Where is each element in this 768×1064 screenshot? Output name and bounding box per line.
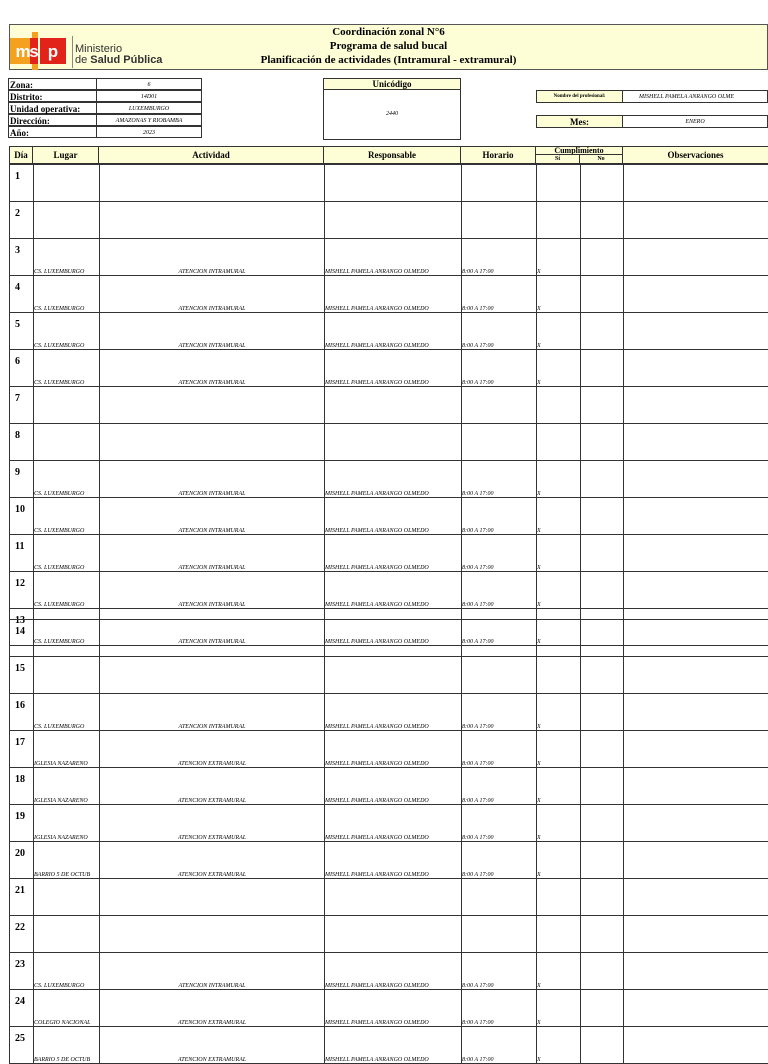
si-cell: X: [537, 609, 581, 646]
distrito-label: Distrito:: [8, 90, 96, 102]
actividad-cell: [100, 424, 325, 461]
observaciones-cell: [624, 731, 768, 768]
observaciones-cell: [624, 842, 768, 879]
table-row: [10, 768, 768, 805]
actividad-cell: ATENCION INTRAMURAL: [100, 498, 325, 535]
col-actividad: Actividad: [98, 146, 324, 164]
actividad-cell: ATENCION INTRAMURAL: [100, 461, 325, 498]
title-zone: Coordinación zonal N°6: [10, 25, 767, 39]
profesional-label: Nombre del profesional:: [536, 90, 623, 103]
observaciones-cell: [624, 805, 768, 842]
observaciones-cell: [624, 953, 768, 990]
si-cell: [537, 387, 581, 424]
horario-cell: [462, 202, 537, 239]
table-row: [10, 498, 768, 535]
no-cell: [581, 350, 624, 387]
day-cell: 7: [10, 387, 34, 424]
lugar-cell: [34, 202, 100, 239]
responsable-cell: [325, 424, 462, 461]
responsable-cell: MISHELL PAMELA ANRANGO OLMEDO: [325, 350, 462, 387]
lugar-cell: IGLESIA NAZARENO: [34, 805, 100, 842]
day-cell: 24: [10, 990, 34, 1027]
lugar-cell: CS. LUXEMBURGO: [34, 239, 100, 276]
day-cell: 5: [10, 313, 34, 350]
horario-cell: 8:00 A 17:00: [462, 731, 537, 768]
lugar-cell: CS. LUXEMBURGO: [34, 276, 100, 313]
observaciones-cell: [624, 657, 768, 694]
observaciones-cell: [624, 572, 768, 609]
no-cell: [581, 990, 624, 1027]
horario-cell: 8:00 A 17:00: [462, 313, 537, 350]
actividad-cell: ATENCION EXTRAMURAL: [100, 731, 325, 768]
no-cell: [581, 572, 624, 609]
responsable-cell: MISHELL PAMELA ANRANGO OLMEDO: [325, 842, 462, 879]
table-row: [10, 657, 768, 694]
observaciones-cell: [624, 350, 768, 387]
actividad-cell: ATENCION INTRAMURAL: [100, 350, 325, 387]
no-cell: [581, 239, 624, 276]
no-cell: [581, 657, 624, 694]
observaciones-cell: [624, 879, 768, 916]
logo-text-prefix: de: [75, 54, 90, 66]
horario-cell: [462, 879, 537, 916]
si-cell: X: [537, 498, 581, 535]
day-cell: 8: [10, 424, 34, 461]
lugar-cell: BARRIO 5 DE OCTUB: [34, 1027, 100, 1064]
lugar-cell: CS. LUXEMBURGO: [34, 694, 100, 731]
si-cell: X: [537, 350, 581, 387]
observaciones-cell: [624, 990, 768, 1027]
horario-cell: 8:00 A 17:00: [462, 609, 537, 646]
actividad-cell: ATENCION INTRAMURAL: [100, 276, 325, 313]
horario-cell: 8:00 A 17:00: [462, 498, 537, 535]
table-row: [10, 805, 768, 842]
table-row: [10, 731, 768, 768]
mes-label: Mes:: [536, 115, 623, 128]
table-row: [10, 202, 768, 239]
observaciones-cell: [624, 620, 768, 657]
observaciones-cell: [624, 424, 768, 461]
table-row: [10, 879, 768, 916]
responsable-cell: [325, 620, 462, 657]
day-cell: 4: [10, 276, 34, 313]
observaciones-cell: [624, 1027, 768, 1064]
table-row: [10, 572, 768, 609]
actividad-cell: ATENCION EXTRAMURAL: [100, 990, 325, 1027]
horario-cell: 8:00 A 17:00: [462, 572, 537, 609]
si-cell: X: [537, 1027, 581, 1064]
day-cell: 13: [10, 609, 34, 646]
responsable-cell: MISHELL PAMELA ANRANGO OLMEDO: [325, 239, 462, 276]
responsable-cell: MISHELL PAMELA ANRANGO OLMEDO: [325, 572, 462, 609]
observaciones-cell: [624, 916, 768, 953]
si-cell: X: [537, 239, 581, 276]
no-cell: [581, 498, 624, 535]
day-cell: 19: [10, 805, 34, 842]
responsable-cell: MISHELL PAMELA ANRANGO OLMEDO: [325, 535, 462, 572]
col-horario: Horario: [460, 146, 536, 164]
svg-text:m: m: [15, 42, 30, 61]
day-cell: 17: [10, 731, 34, 768]
table-row: [10, 620, 768, 657]
col-si: Si: [535, 154, 580, 164]
day-cell: 6: [10, 350, 34, 387]
svg-text:p: p: [48, 42, 58, 61]
table-row: [10, 461, 768, 498]
horario-cell: 8:00 A 17:00: [462, 805, 537, 842]
lugar-cell: CS. LUXEMBURGO: [34, 461, 100, 498]
table-row: [10, 424, 768, 461]
mes-value: ENERO: [623, 115, 768, 128]
responsable-cell: [325, 165, 462, 202]
actividad-cell: ATENCION INTRAMURAL: [100, 313, 325, 350]
observaciones-cell: [624, 498, 768, 535]
horario-cell: [462, 916, 537, 953]
day-cell: 1: [10, 165, 34, 202]
si-cell: X: [537, 694, 581, 731]
actividad-cell: ATENCION INTRAMURAL: [100, 953, 325, 990]
schedule-table-2: [9, 619, 768, 1064]
col-dia: Día: [9, 146, 33, 164]
si-cell: X: [537, 461, 581, 498]
logo-text-line1: Ministerio: [75, 44, 162, 55]
day-cell: 2: [10, 202, 34, 239]
actividad-cell: [100, 620, 325, 657]
responsable-cell: MISHELL PAMELA ANRANGO OLMEDO: [325, 498, 462, 535]
horario-cell: [462, 165, 537, 202]
day-cell: 12: [10, 572, 34, 609]
day-cell: 22: [10, 916, 34, 953]
table-row: [10, 350, 768, 387]
no-cell: [581, 879, 624, 916]
horario-cell: 8:00 A 17:00: [462, 461, 537, 498]
no-cell: [581, 535, 624, 572]
col-responsable: Responsable: [323, 146, 461, 164]
actividad-cell: ATENCION INTRAMURAL: [100, 239, 325, 276]
lugar-cell: CS. LUXEMBURGO: [34, 572, 100, 609]
day-cell: 14: [10, 620, 34, 657]
horario-cell: 8:00 A 17:00: [462, 276, 537, 313]
direccion-value: AMAZONAS Y RIOBAMBA: [96, 114, 202, 126]
horario-cell: 8:00 A 17:00: [462, 350, 537, 387]
anio-label: Año:: [8, 126, 96, 138]
table-row: [10, 1027, 768, 1064]
actividad-cell: ATENCION EXTRAMURAL: [100, 1027, 325, 1064]
si-cell: [537, 424, 581, 461]
column-header: [9, 146, 768, 164]
title-program: Programa de salud bucal: [10, 39, 767, 53]
table-row: [10, 842, 768, 879]
lugar-cell: BARRIO 5 DE OCTUB: [34, 842, 100, 879]
horario-cell: 8:00 A 17:00: [462, 694, 537, 731]
actividad-cell: ATENCION INTRAMURAL: [100, 609, 325, 646]
col-cumplimiento: Cumplimiento: [535, 146, 623, 155]
svg-text:s: s: [29, 42, 38, 61]
logo-text-bold: Salud Pública: [90, 54, 162, 66]
lugar-cell: CS. LUXEMBURGO: [34, 350, 100, 387]
responsable-cell: [325, 916, 462, 953]
lugar-cell: CS. LUXEMBURGO: [34, 953, 100, 990]
actividad-cell: ATENCION EXTRAMURAL: [100, 768, 325, 805]
si-cell: [537, 657, 581, 694]
no-cell: [581, 461, 624, 498]
si-cell: X: [537, 572, 581, 609]
logo-text: [75, 44, 162, 66]
horario-cell: 8:00 A 17:00: [462, 239, 537, 276]
lugar-cell: [34, 620, 100, 657]
si-cell: X: [537, 313, 581, 350]
day-cell: 11: [10, 535, 34, 572]
horario-cell: [462, 424, 537, 461]
lugar-cell: [34, 387, 100, 424]
day-cell: 20: [10, 842, 34, 879]
no-cell: [581, 694, 624, 731]
actividad-cell: ATENCION EXTRAMURAL: [100, 805, 325, 842]
responsable-cell: MISHELL PAMELA ANRANGO OLMEDO: [325, 768, 462, 805]
lugar-cell: IGLESIA NAZARENO: [34, 731, 100, 768]
no-cell: [581, 805, 624, 842]
actividad-cell: [100, 387, 325, 424]
si-cell: X: [537, 535, 581, 572]
logo-text-line2: [75, 55, 162, 66]
si-cell: [537, 165, 581, 202]
si-cell: X: [537, 953, 581, 990]
responsable-cell: [325, 657, 462, 694]
horario-cell: 8:00 A 17:00: [462, 990, 537, 1027]
horario-cell: 8:00 A 17:00: [462, 842, 537, 879]
actividad-cell: ATENCION EXTRAMURAL: [100, 842, 325, 879]
unicodigo-value: 2440: [323, 90, 461, 140]
unidad-label: Unidad operativa:: [8, 102, 96, 114]
day-cell: 9: [10, 461, 34, 498]
responsable-cell: [325, 387, 462, 424]
si-cell: [537, 879, 581, 916]
observaciones-cell: [624, 535, 768, 572]
msp-logo-icon: [8, 32, 70, 70]
table-row: [10, 990, 768, 1027]
lugar-cell: [34, 424, 100, 461]
no-cell: [581, 276, 624, 313]
logo-divider: [72, 36, 73, 68]
lugar-cell: CS. LUXEMBURGO: [34, 535, 100, 572]
observaciones-cell: [624, 165, 768, 202]
responsable-cell: MISHELL PAMELA ANRANGO OLMEDO: [325, 805, 462, 842]
actividad-cell: [100, 657, 325, 694]
responsable-cell: MISHELL PAMELA ANRANGO OLMEDO: [325, 731, 462, 768]
responsable-cell: [325, 202, 462, 239]
no-cell: [581, 1027, 624, 1064]
responsable-cell: MISHELL PAMELA ANRANGO OLMEDO: [325, 1027, 462, 1064]
table-row: [10, 165, 768, 202]
no-cell: [581, 842, 624, 879]
si-cell: [537, 916, 581, 953]
horario-cell: 8:00 A 17:00: [462, 535, 537, 572]
day-cell: 25: [10, 1027, 34, 1064]
no-cell: [581, 768, 624, 805]
title-planning: Planificación de actividades (Intramural - extramural): [10, 53, 767, 67]
observaciones-cell: [624, 768, 768, 805]
no-cell: [581, 916, 624, 953]
observaciones-cell: [624, 313, 768, 350]
horario-cell: [462, 620, 537, 657]
lugar-cell: [34, 879, 100, 916]
responsable-cell: MISHELL PAMELA ANRANGO OLMEDO: [325, 609, 462, 646]
responsable-cell: MISHELL PAMELA ANRANGO OLMEDO: [325, 694, 462, 731]
lugar-cell: IGLESIA NAZARENO: [34, 768, 100, 805]
responsable-cell: MISHELL PAMELA ANRANGO OLMEDO: [325, 313, 462, 350]
table-row: [10, 953, 768, 990]
no-cell: [581, 953, 624, 990]
si-cell: X: [537, 990, 581, 1027]
horario-cell: 8:00 A 17:00: [462, 953, 537, 990]
table-row: [10, 276, 768, 313]
si-cell: X: [537, 731, 581, 768]
horario-cell: [462, 657, 537, 694]
horario-cell: [462, 387, 537, 424]
responsable-cell: MISHELL PAMELA ANRANGO OLMEDO: [325, 953, 462, 990]
actividad-cell: [100, 916, 325, 953]
zona-label: Zona:: [8, 78, 96, 90]
day-cell: 18: [10, 768, 34, 805]
lugar-cell: [34, 916, 100, 953]
actividad-cell: [100, 202, 325, 239]
actividad-cell: ATENCION INTRAMURAL: [100, 572, 325, 609]
actividad-cell: [100, 165, 325, 202]
anio-value: 2023: [96, 126, 202, 138]
day-cell: 16: [10, 694, 34, 731]
observaciones-cell: [624, 387, 768, 424]
lugar-cell: [34, 165, 100, 202]
profesional-value: MISHELL PAMELA ANRANGO OLME: [623, 90, 768, 103]
table-row: [10, 694, 768, 731]
no-cell: [581, 424, 624, 461]
lugar-cell: CS. LUXEMBURGO: [34, 609, 100, 646]
msp-logo: [8, 32, 70, 70]
no-cell: [581, 165, 624, 202]
day-cell: 21: [10, 879, 34, 916]
observaciones-cell: [624, 202, 768, 239]
si-cell: [537, 620, 581, 657]
observaciones-cell: [624, 239, 768, 276]
horario-cell: 8:00 A 17:00: [462, 768, 537, 805]
responsable-cell: MISHELL PAMELA ANRANGO OLMEDO: [325, 461, 462, 498]
table-row: [10, 239, 768, 276]
actividad-cell: ATENCION INTRAMURAL: [100, 535, 325, 572]
col-observaciones: Observaciones: [622, 146, 768, 164]
distrito-value: 14D01: [96, 90, 202, 102]
table-row: [10, 916, 768, 953]
lugar-cell: COLEGIO NACIONAL: [34, 990, 100, 1027]
col-no: No: [579, 154, 623, 164]
day-cell: 3: [10, 239, 34, 276]
lugar-cell: CS. LUXEMBURGO: [34, 313, 100, 350]
observaciones-cell: [624, 694, 768, 731]
unicodigo-label: Unicódigo: [323, 78, 461, 90]
horario-cell: 8:00 A 17:00: [462, 1027, 537, 1064]
observaciones-cell: [624, 461, 768, 498]
zona-value: 6: [96, 78, 202, 90]
no-cell: [581, 313, 624, 350]
unidad-value: LUXEMBURGO: [96, 102, 202, 114]
day-cell: 10: [10, 498, 34, 535]
actividad-cell: ATENCION INTRAMURAL: [100, 694, 325, 731]
table-row: [10, 535, 768, 572]
table-row: [10, 313, 768, 350]
no-cell: [581, 202, 624, 239]
si-cell: X: [537, 805, 581, 842]
lugar-cell: [34, 657, 100, 694]
no-cell: [581, 620, 624, 657]
col-lugar: Lugar: [32, 146, 99, 164]
si-cell: [537, 202, 581, 239]
lugar-cell: CS. LUXEMBURGO: [34, 498, 100, 535]
responsable-cell: MISHELL PAMELA ANRANGO OLMEDO: [325, 276, 462, 313]
schedule-table-1: [9, 164, 768, 646]
si-cell: X: [537, 276, 581, 313]
responsable-cell: MISHELL PAMELA ANRANGO OLMEDO: [325, 990, 462, 1027]
no-cell: [581, 731, 624, 768]
day-cell: 23: [10, 953, 34, 990]
direccion-label: Dirección:: [8, 114, 96, 126]
si-cell: X: [537, 842, 581, 879]
day-cell: 15: [10, 657, 34, 694]
table-row: [10, 387, 768, 424]
observaciones-cell: [624, 276, 768, 313]
no-cell: [581, 387, 624, 424]
actividad-cell: [100, 879, 325, 916]
responsable-cell: [325, 879, 462, 916]
si-cell: X: [537, 768, 581, 805]
